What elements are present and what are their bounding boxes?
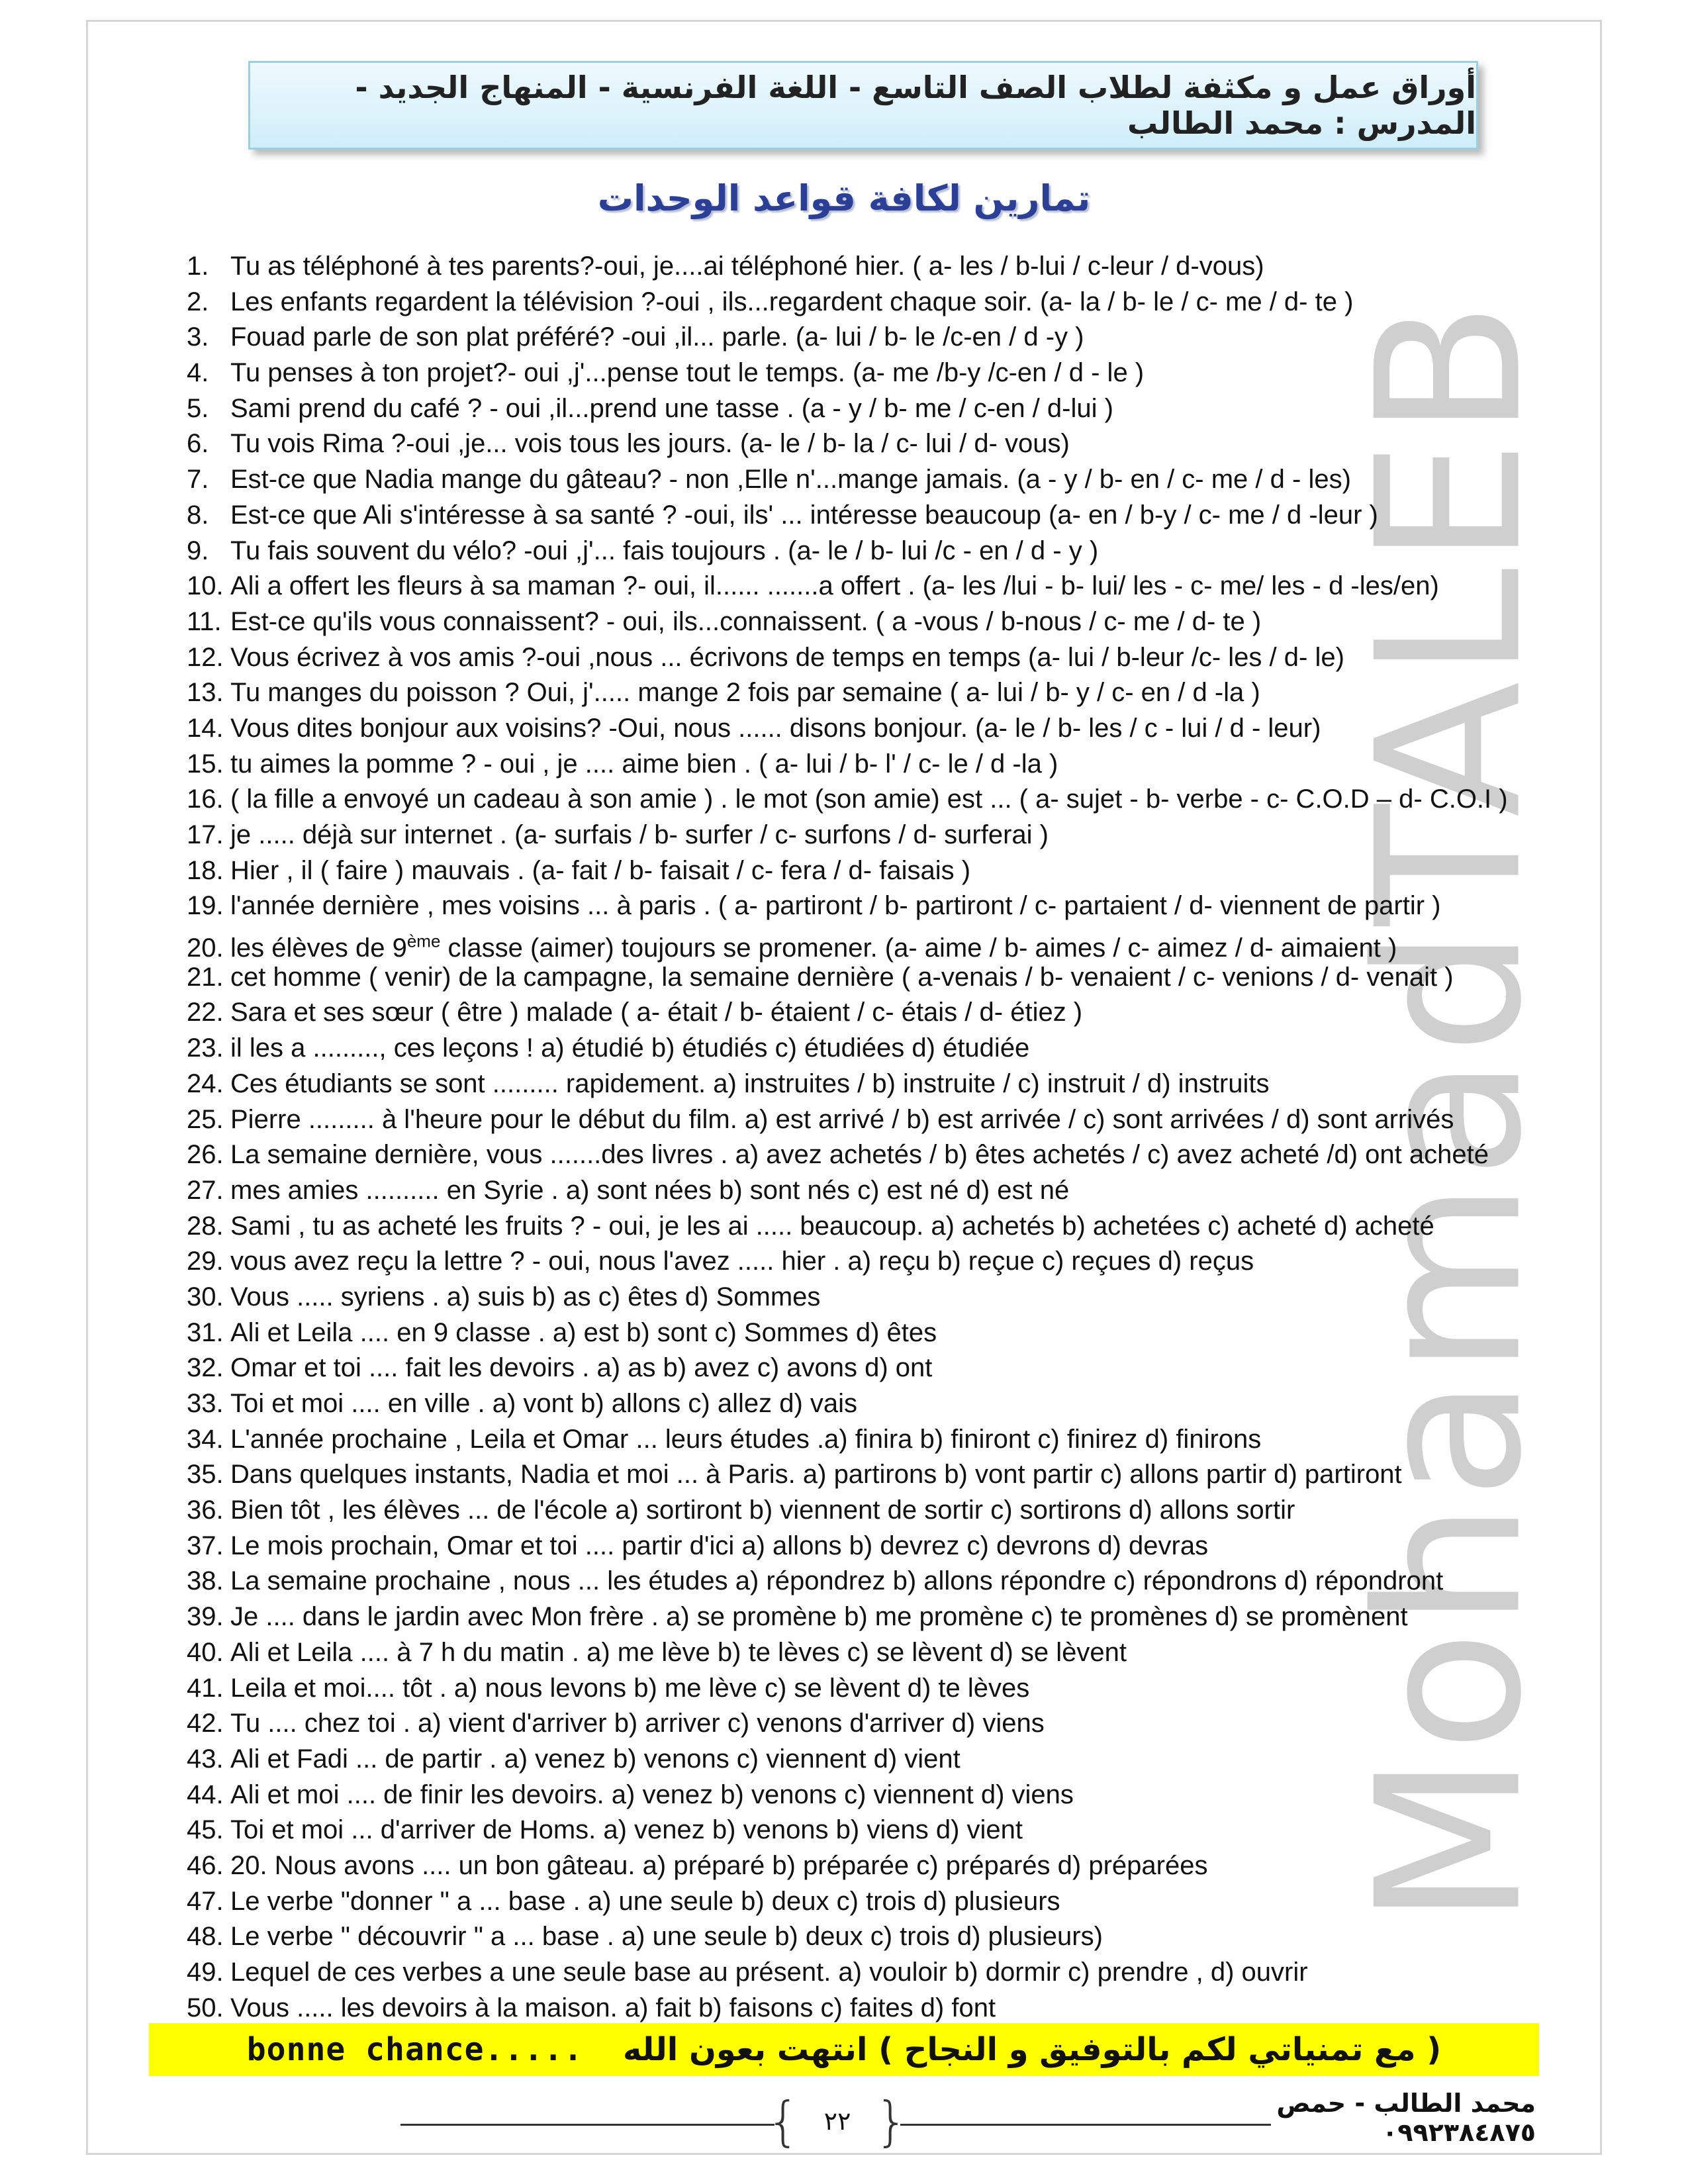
question-number: 1. [187, 252, 209, 281]
closing-banner [149, 2023, 1539, 2076]
question-number: 26. [187, 1140, 224, 1170]
question-text: L'année prochaine , Leila et Omar ... leurs études .a) finira b) finiront c) finirez d) finirons [230, 1424, 1262, 1454]
question-item [187, 1031, 1508, 1067]
question-item [187, 534, 1508, 569]
question-text: je ..... déjà sur internet . (a- surfais / b- surfer / c- surfons / d- surferai ) [230, 820, 1049, 849]
question-item [187, 1564, 1508, 1599]
question-number: 20. [187, 933, 224, 963]
question-number: 28. [187, 1211, 224, 1241]
watermark-text: MohamadTALEB [1334, 298, 1566, 1926]
question-item [187, 1529, 1508, 1564]
question-item [187, 1599, 1508, 1635]
question-number: 9. [187, 536, 209, 565]
question-item [187, 426, 1508, 462]
question-number: 25. [187, 1104, 224, 1134]
question-number: 41. [187, 1673, 224, 1703]
question-text: Est-ce que Nadia mange du gâteau? - non ,Elle n'...mange jamais. (a - y / b- en / c- me / d - les) [230, 465, 1351, 495]
question-text: Vous ..... les devoirs à la maison. a) fait b) faisons c) faites d) font [230, 1993, 996, 2022]
question-number: 45. [187, 1815, 224, 1845]
question-item [187, 888, 1508, 924]
question-number: 40. [187, 1637, 224, 1667]
question-text: ( la fille a envoyé un cadeau à son amie ) . le mot (son amie) est ... ( a- sujet - b- verbe - c- C.O.D – d- C.O.I ) [230, 784, 1508, 814]
question-text: Les enfants regardent la télévision ?-oui , ils...regardent chaque soir. (a- la / b- le / c- me / d- te ) [230, 287, 1354, 316]
question-text: La semaine prochaine , nous ... les études a) répondrez b) allons répondre c) répondrons d) répondront [230, 1566, 1444, 1596]
question-number: 30. [187, 1282, 224, 1311]
question-number: 8. [187, 500, 209, 530]
question-number: 50. [187, 1993, 224, 2022]
question-text: Sami , tu as acheté les fruits ? - oui, je les ai ..... beaucoup. a) achetés b) achetées c) acheté d) acheté [230, 1211, 1434, 1241]
question-number: 12. [187, 642, 224, 672]
question-item [187, 818, 1508, 853]
question-item [187, 1671, 1508, 1707]
question-text: Vous ..... syriens . a) suis b) as c) êtes d) Sommes [230, 1282, 821, 1311]
question-text: Vous dites bonjour aux voisins? -Oui, nous ...... disons bonjour. (a- le / b- les / c - lui / d - leur) [230, 713, 1321, 743]
question-item [187, 569, 1508, 604]
question-number: 33. [187, 1389, 224, 1418]
question-text: tu aimes la pomme ? - oui , je .... aime bien . ( a- lui / b- l' / c- le / d -la ) [230, 749, 1058, 779]
question-item [187, 711, 1508, 747]
question-item [187, 1813, 1508, 1848]
header-title: أوراق عمل و مكثفة لطلاب الصف التاسع - اللغة الفرنسية - المنهاج الجديد - المدرس : محمد الطالب [355, 70, 1476, 141]
question-item [187, 604, 1508, 640]
question-item [187, 640, 1508, 676]
question-number: 35. [187, 1460, 224, 1490]
question-item [187, 1351, 1508, 1386]
question-text: Ali et Leila .... en 9 classe . a) est b) sont c) Sommes d) êtes [230, 1317, 937, 1347]
question-number: 22. [187, 998, 224, 1027]
question-text: Omar et toi .... fait les devoirs . a) as b) avez c) avons d) ont [230, 1353, 933, 1383]
question-text: vous avez reçu la lettre ? - oui, nous l'avez ..... hier . a) reçu b) reçue c) reçues d) reçus [230, 1247, 1254, 1276]
question-text: Tu .... chez toi . a) vient d'arriver b) arriver c) venons d'arriver d) viens [230, 1709, 1045, 1738]
question-number: 29. [187, 1247, 224, 1276]
question-text: Sara et ses sœur ( être ) malade ( a- était / b- étaient / c- étais / d- étiez ) [230, 998, 1083, 1027]
question-item [187, 1635, 1508, 1671]
question-list [187, 249, 1508, 2026]
question-number: 2. [187, 287, 209, 316]
question-number: 43. [187, 1744, 224, 1774]
banner-arabic: ( مع تمنياتي لكم بالتوفيق و النجاح ) انتهت بعون الله [623, 2031, 1442, 2068]
question-item [187, 1102, 1508, 1138]
question-number: 7. [187, 465, 209, 495]
question-text: Ali et Leila .... à 7 h du matin . a) me lève b) te lèves c) se lèvent d) se lèvent [230, 1637, 1127, 1667]
question-item [187, 853, 1508, 889]
question-text: Tu manges du poisson ? Oui, j'..... mange 2 fois par semaine ( a- lui / b- y / c- en / d -la ) [230, 678, 1260, 708]
question-number: 44. [187, 1780, 224, 1809]
banner-french: bonne chance..... [246, 2031, 584, 2068]
question-number: 6. [187, 429, 209, 459]
question-number: 15. [187, 749, 224, 779]
question-text: mes amies .......... en Syrie . a) sont nées b) sont nés c) est né d) est né [230, 1175, 1070, 1205]
question-number: 23. [187, 1033, 224, 1063]
footer-contact: محمد الطالب - حمص ٠٩٩٢٣٨٤٨٧٥ [1276, 2089, 1536, 2147]
question-number: 11. [187, 606, 222, 636]
question-item [187, 1778, 1508, 1813]
question-number: 4. [187, 358, 209, 388]
question-item [187, 1173, 1508, 1209]
question-item [187, 924, 1508, 963]
question-text: cet homme ( venir) de la campagne, la semaine dernière ( a-venais / b- venaient / c- venions / d- venait ) [230, 962, 1454, 992]
question-item [187, 285, 1508, 320]
question-number: 5. [187, 393, 209, 423]
question-number: 31. [187, 1317, 224, 1347]
question-item [187, 1919, 1508, 1955]
question-item [187, 249, 1508, 285]
question-text: Toi et moi .... en ville . a) vont b) allons c) allez d) vais [230, 1389, 858, 1418]
question-text: les élèves de 9ème classe (aimer) toujours se promener. (a- aime / b- aimes / c- aimez / d- aimaient ) [230, 931, 1397, 963]
question-item [187, 462, 1508, 498]
header-box [248, 61, 1478, 150]
question-number: 47. [187, 1886, 224, 1916]
question-item [187, 1955, 1508, 1991]
question-number: 38. [187, 1566, 224, 1596]
question-item [187, 1493, 1508, 1529]
question-number: 16. [187, 784, 224, 814]
question-number: 18. [187, 855, 224, 885]
question-item [187, 1067, 1508, 1102]
question-text: Hier , il ( faire ) mauvais . (a- fait / b- faisait / c- fera / d- faisais ) [230, 855, 971, 885]
question-number: 10. [187, 571, 224, 601]
question-item [187, 498, 1508, 534]
question-number: 42. [187, 1709, 224, 1738]
question-item [187, 1457, 1508, 1493]
question-item [187, 1706, 1508, 1742]
question-item [187, 675, 1508, 711]
page-number [766, 2090, 909, 2152]
question-item [187, 391, 1508, 427]
question-number: 34. [187, 1424, 224, 1454]
question-item [187, 1991, 1508, 2026]
question-item [187, 747, 1508, 783]
question-text: Le verbe " découvrir " a ... base . a) une seule b) deux c) trois d) plusieurs) [230, 1922, 1103, 1952]
question-number: 37. [187, 1531, 224, 1560]
question-number: 19. [187, 891, 224, 921]
question-number: 13. [187, 678, 224, 708]
question-text: Fouad parle de son plat préféré? -oui ,il... parle. (a- lui / b- le /c-en / d -y ) [230, 322, 1084, 352]
question-item [187, 1884, 1508, 1920]
question-text: Ali et moi .... de finir les devoirs. a) venez b) venons c) viennent d) viens [230, 1780, 1074, 1809]
question-item [187, 782, 1508, 818]
question-text: Pierre ......... à l'heure pour le début du film. a) est arrivé / b) est arrivée / c) sont arrivées / d) sont arrivés [230, 1104, 1454, 1134]
question-text: l'année dernière , mes voisins ... à paris . ( a- partiront / b- partiront / c- partaient / d- viennent de partir ) [230, 891, 1441, 921]
question-item [187, 1742, 1508, 1778]
question-number: 46. [187, 1850, 224, 1880]
question-number: 39. [187, 1602, 224, 1632]
question-text: Toi et moi ... d'arriver de Homs. a) venez b) venons b) viens d) vient [230, 1815, 1023, 1845]
question-text: Tu vois Rima ?-oui ,je... vois tous les jours. (a- le / b- la / c- lui / d- vous) [230, 429, 1070, 459]
question-text: Est-ce que Ali s'intéresse à sa santé ? -oui, ils' ... intéresse beaucoup (a- en / b-y / c- me / d -leur ) [230, 500, 1378, 530]
question-item [187, 1422, 1508, 1458]
question-text: Tu penses à ton projet?- oui ,j'...pense tout le temps. (a- me /b-y /c-en / d - le ) [230, 358, 1145, 388]
question-text: Je .... dans le jardin avec Mon frère . a) se promène b) me promène c) te promènes d) se promènent [230, 1602, 1408, 1632]
question-item [187, 320, 1508, 356]
question-item [187, 1315, 1508, 1351]
question-text: Le mois prochain, Omar et toi .... partir d'ici a) allons b) devrez c) devrons d) devras [230, 1531, 1209, 1560]
question-number: 21. [187, 962, 224, 992]
question-text: Est-ce qu'ils vous connaissent? - oui, ils...connaissent. ( a -vous / b-nous / c- me / d- te ) [230, 606, 1262, 636]
question-text: Sami prend du café ? - oui ,il...prend une tasse . (a - y / b- me / c-en / d-lui ) [230, 393, 1113, 423]
question-number: 48. [187, 1922, 224, 1952]
footer-divider-left [400, 2124, 774, 2126]
question-number: 27. [187, 1175, 224, 1205]
question-text: 20. Nous avons .... un bon gâteau. a) préparé b) préparée c) préparés d) préparées [230, 1850, 1208, 1880]
question-number: 17. [187, 820, 224, 849]
question-text: Tu as téléphoné à tes parents?-oui, je....ai téléphoné hier. ( a- les / b-lui / c-leur / d-vous) [230, 252, 1264, 281]
question-text: Le verbe "donner " a ... base . a) une seule b) deux c) trois d) plusieurs [230, 1886, 1060, 1916]
question-text: Bien tôt , les élèves ... de l'école a) sortiront b) viennent de sortir c) sortirons d) allons sortir [230, 1496, 1295, 1525]
question-item [187, 1280, 1508, 1315]
question-item [187, 1137, 1508, 1173]
question-number: 14. [187, 713, 224, 743]
question-item [187, 995, 1508, 1031]
question-number: 32. [187, 1353, 224, 1383]
question-text: il les a ........., ces leçons ! a) étudié b) étudiés c) étudiées d) étudiée [230, 1033, 1030, 1063]
question-item [187, 1244, 1508, 1280]
question-text: Tu fais souvent du vélo? -oui ,j'... fais toujours . (a- le / b- lui /c - en / d - y ) [230, 536, 1099, 565]
question-number: 24. [187, 1068, 224, 1098]
question-text: Vous écrivez à vos amis ?-oui ,nous ... écrivons de temps en temps (a- lui / b-leur /c- les / d- le) [230, 642, 1344, 672]
question-text: Ali et Fadi ... de partir . a) venez b) venons c) viennent d) vient [230, 1744, 961, 1774]
question-item [187, 1209, 1508, 1245]
question-text: Ali a offert les fleurs à sa maman ?- oui, il...... .......a offert . (a- les /lui - b- lui/ les - c- me/ les - d -les/en) [230, 571, 1439, 601]
question-text: La semaine dernière, vous .......des livres . a) avez achetés / b) êtes achetés / c) avez acheté /d) ont acheté [230, 1140, 1489, 1170]
question-number: 3. [187, 322, 209, 352]
question-text: Dans quelques instants, Nadia et moi ... à Paris. a) partirons b) vont partir c) allons partir d) partiront [230, 1460, 1402, 1490]
question-item [187, 1848, 1508, 1884]
question-item [187, 1386, 1508, 1422]
question-number: 36. [187, 1496, 224, 1525]
page-subtitle: تمارين لكافة قواعد الوحدات [597, 177, 1091, 219]
question-text: Leila et moi.... tôt . a) nous levons b) me lève c) se lèvent d) te lèves [230, 1673, 1030, 1703]
question-item [187, 356, 1508, 391]
bracket-right-icon: } [874, 2090, 909, 2152]
question-item [187, 960, 1508, 996]
question-text: Lequel de ces verbes a une seule base au présent. a) vouloir b) dormir c) prendre , d) ouvrir [230, 1958, 1308, 1987]
page-number-value: ٢٢ [823, 2107, 851, 2136]
question-text: Ces étudiants se sont ......... rapidement. a) instruites / b) instruite / c) instruit / d) instruits [230, 1068, 1270, 1098]
question-number: 49. [187, 1958, 224, 1987]
bracket-left-icon: { [766, 2090, 800, 2152]
